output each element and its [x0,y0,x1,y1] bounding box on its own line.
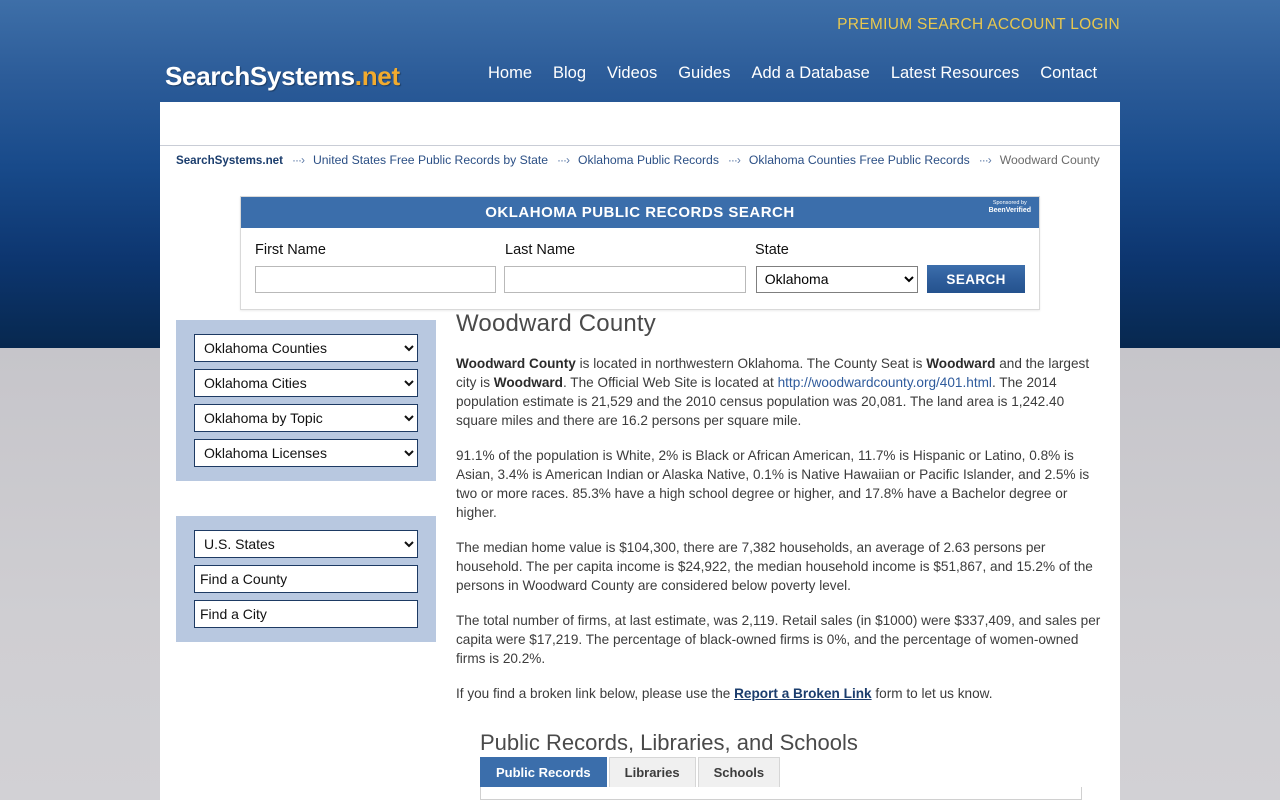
income-housing-paragraph: The median home value is $104,300, there are 7,382 households, an average of 2.63 persons per household. The per capita income is $24,922, the median household income is $51,867, and 15.2% of the persons in Woodward County are considered below poverty level. [456,540,1093,593]
largest-city-bold: Woodward [493,375,563,390]
logo-text: SearchSystems [165,61,355,91]
breadcrumb-arrow-icon: ···› [291,153,304,167]
breadcrumb-item-current: Woodward County [999,153,1100,167]
sponsor-name: BeenVerified [988,206,1031,214]
report-broken-link[interactable]: Report a Broken Link [734,686,872,701]
breadcrumb-home[interactable]: SearchSystems.net [176,153,283,167]
page-title: Woodward County [456,310,656,337]
search-field-labels [255,242,1025,258]
sponsor-badge [989,201,1031,214]
nav-item-contact[interactable]: Contact [1040,64,1098,82]
tab-libraries[interactable]: Libraries [609,757,696,787]
breadcrumb-item-oklahoma[interactable]: Oklahoma Public Records [578,153,719,167]
breadcrumb [160,148,1120,172]
search-button[interactable]: SEARCH [927,265,1025,293]
tab-public-records[interactable]: Public Records [480,757,607,787]
official-website-link[interactable]: http://woodwardcounty.org/401.html [777,375,992,390]
county-overview-paragraph [456,354,1104,430]
site-logo[interactable] [165,61,400,92]
breadcrumb-arrow-icon: ···› [557,153,570,167]
overview-text-1: is located in northwestern Oklahoma. The County Seat is [575,356,927,371]
breadcrumb-arrow-icon: ···› [978,153,991,167]
search-field-row [255,265,1025,293]
sidebar-select-oklahoma-by-topic[interactable] [194,404,418,432]
section-heading: Public Records, Libraries, and Schools [480,730,858,756]
tab-content-panel [480,787,1082,800]
demographics-paragraph: 91.1% of the population is White, 2% is Black or African American, 11.7% is Hispanic or Latino, 0.8% is Asian, 3.4% is American Indian or Alaska Native, 0.1% is Native Hawaiian or Pacific Islander, and 2.5% is two or more races. 85.3% have a high school degree or higher, and 17.8% have a Bachelor degree or higher. [456,448,1090,520]
broken-link-prefix: If you find a broken link below, please use the [456,686,735,701]
nav-item-videos[interactable]: Videos [607,64,658,82]
sidebar-select-oklahoma-counties[interactable] [194,334,418,362]
premium-account-login-link[interactable]: PREMIUM SEARCH ACCOUNT LOGIN [837,16,1120,33]
business-paragraph: The total number of firms, at last estimate, was 2,119. Retail sales (in $1000) were $337,409, and sales per capita were $17,219. The percentage of black-owned firms is 0%, and the percentage of women-owned firms is 20.2%. [456,613,1101,666]
county-name-bold: Woodward County [456,356,576,371]
breadcrumb-arrow-icon: ···› [727,153,740,167]
nav-item-latest-resources[interactable]: Latest Resources [890,64,1020,82]
last-name-label: Last Name [505,242,576,258]
nav-item-home[interactable]: Home [488,64,533,82]
header-white-strip [160,102,1120,146]
main-navigation [488,64,1097,83]
overview-text-4: . The 2014 population estimate is 21,529 and the 2010 census population was 20,081. The land area is 1,242.40 square miles and there are 16.2 persons per square mile. [456,375,1065,428]
overview-text-2: and the largest city is [456,356,1090,390]
sponsor-label: Sponsored by [992,200,1027,206]
main-content [456,310,1104,719]
first-name-label: First Name [255,242,326,258]
tab-schools[interactable]: Schools [698,757,781,787]
sidebar-panel-national [176,516,436,642]
sidebar-panel-oklahoma [176,320,436,481]
nav-item-blog[interactable]: Blog [553,64,587,82]
breadcrumb-item-states[interactable]: United States Free Public Records by State [312,153,549,167]
search-widget-title: OKLAHOMA PUBLIC RECORDS SEARCH [485,204,795,221]
page-column [160,0,1120,800]
state-label: State [755,242,789,258]
sidebar-select-oklahoma-licenses[interactable] [194,439,418,467]
public-records-search-widget [240,196,1040,310]
state-select[interactable] [756,266,919,293]
broken-link-paragraph [456,684,1104,703]
records-tabs [480,757,782,787]
find-a-city-input[interactable] [194,600,418,628]
breadcrumb-item-counties[interactable]: Oklahoma Counties Free Public Records [748,153,970,167]
sidebar-select-oklahoma-cities[interactable] [194,369,418,397]
nav-item-guides[interactable]: Guides [678,64,731,82]
county-seat-bold: Woodward [926,356,996,371]
broken-link-suffix: form to let us know. [871,686,993,701]
first-name-input[interactable] [255,266,496,293]
sidebar-select-us-states[interactable] [194,530,418,558]
last-name-input[interactable] [504,266,745,293]
find-a-county-input[interactable] [194,565,418,593]
overview-text-3: . The Official Web Site is located at [563,375,778,390]
search-widget-header [241,197,1039,228]
search-widget-body [241,228,1039,309]
logo-tld: .net [354,61,400,91]
nav-item-add-a-database[interactable]: Add a Database [751,64,870,82]
